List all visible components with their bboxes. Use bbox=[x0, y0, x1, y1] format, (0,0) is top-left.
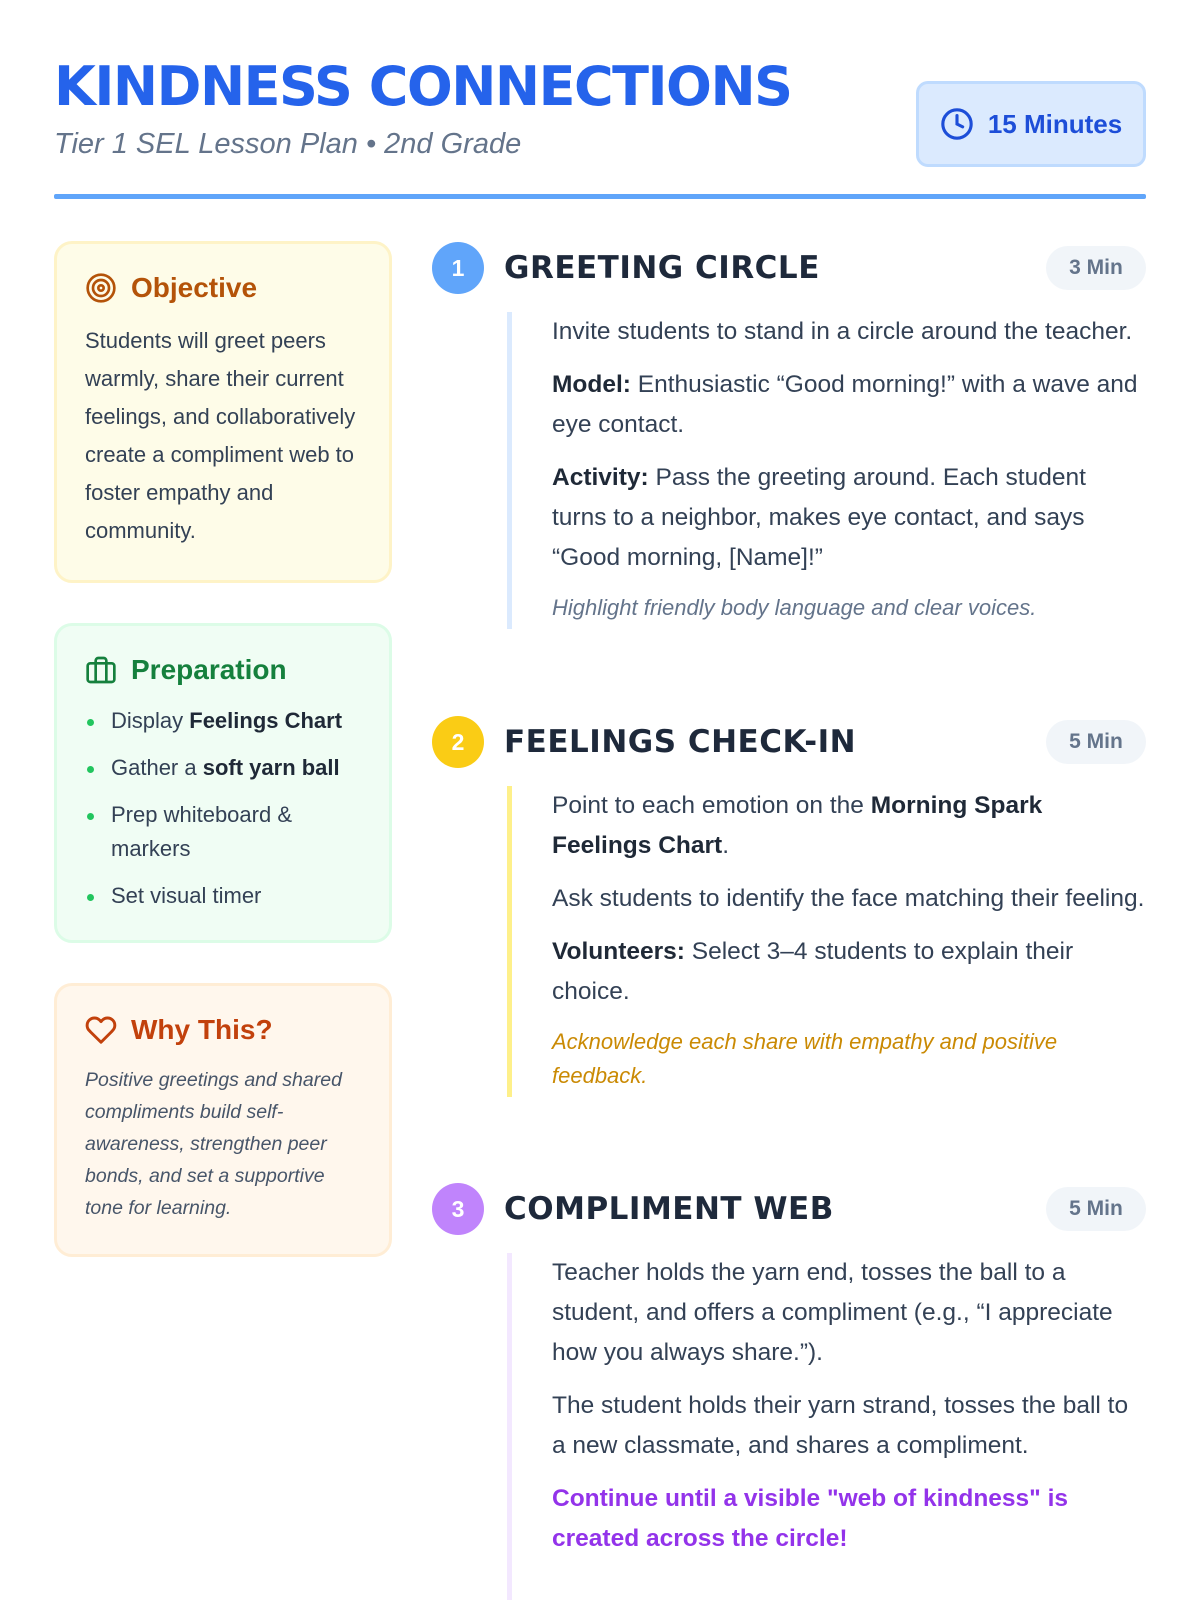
step-compliment-web bbox=[432, 1183, 1146, 1600]
step-duration-badge: 5 Min bbox=[1046, 720, 1146, 764]
objective-text: Students will greet peers warmly, share their current feelings, and collaboratively create a compliment web to foster empathy and community. bbox=[85, 328, 356, 543]
step-note: Acknowledge each share with empathy and positive feedback. bbox=[552, 1029, 1058, 1088]
objective-card bbox=[54, 241, 392, 583]
step-greeting-circle bbox=[432, 242, 1146, 629]
clock-icon bbox=[940, 107, 974, 141]
header-divider bbox=[54, 194, 1146, 199]
step-title: COMPLIMENT WEB bbox=[504, 1191, 834, 1227]
step-duration-badge: 3 Min bbox=[1046, 246, 1146, 290]
step-intro: Invite students to stand in a circle around the teacher. bbox=[552, 318, 1133, 345]
step-volunteers: Volunteers: Select 3–4 students to explain their choice. bbox=[552, 938, 1074, 1005]
why-heading bbox=[85, 1014, 361, 1046]
list-item: Set visual timer bbox=[85, 879, 361, 913]
duration-badge bbox=[916, 81, 1146, 167]
duration-label: 15 Minutes bbox=[987, 108, 1123, 139]
briefcase-icon bbox=[85, 654, 117, 686]
objective-title: Objective bbox=[131, 272, 258, 303]
step-title: FEELINGS CHECK-IN bbox=[504, 724, 857, 760]
why-title: Why This? bbox=[131, 1014, 273, 1045]
step-header bbox=[432, 716, 1146, 768]
why-card bbox=[54, 983, 392, 1257]
step-intro: Point to each emotion on the Morning Spark Feelings Chart. bbox=[552, 792, 1043, 859]
step-header bbox=[432, 242, 1146, 294]
step-note: Highlight friendly body language and clear voices. bbox=[552, 595, 1037, 620]
step-ask: Ask students to identify the face matching their feeling. bbox=[552, 885, 1145, 912]
list-item: Gather a soft yarn ball bbox=[85, 751, 361, 785]
heart-icon bbox=[85, 1014, 117, 1046]
page-title: KINDNESS CONNECTIONS bbox=[54, 55, 792, 118]
objective-heading bbox=[85, 272, 361, 304]
step-header bbox=[432, 1183, 1146, 1235]
list-item: Display Feelings Chart bbox=[85, 704, 361, 738]
step-activity: Activity: Pass the greeting around. Each student turns to a neighbor, makes eye contact, and says “Good morning, [Name]!” bbox=[552, 464, 1086, 571]
step-body bbox=[507, 786, 1146, 1097]
step-feelings-check-in bbox=[432, 716, 1146, 1097]
step-body bbox=[507, 1253, 1146, 1600]
step-paragraph: The student holds their yarn strand, tosses the ball to a new classmate, and shares a compliment. bbox=[552, 1392, 1129, 1459]
list-item: Prep whiteboard & markers bbox=[85, 798, 361, 866]
page-subtitle: Tier 1 SEL Lesson Plan • 2nd Grade bbox=[54, 128, 522, 160]
target-icon bbox=[85, 272, 117, 304]
step-highlight: Continue until a visible "web of kindness" is created across the circle! bbox=[552, 1485, 1069, 1552]
step-model: Model: Enthusiastic “Good morning!” with a wave and eye contact. bbox=[552, 371, 1138, 438]
step-body bbox=[507, 312, 1146, 629]
step-number: 1 bbox=[432, 242, 484, 294]
step-title: GREETING CIRCLE bbox=[504, 250, 820, 286]
preparation-list bbox=[85, 704, 361, 913]
page-header bbox=[54, 52, 1146, 202]
step-number: 3 bbox=[432, 1183, 484, 1235]
preparation-card bbox=[54, 623, 392, 943]
preparation-heading bbox=[85, 654, 361, 686]
step-number: 2 bbox=[432, 716, 484, 768]
preparation-title: Preparation bbox=[131, 654, 287, 685]
step-duration-badge: 5 Min bbox=[1046, 1187, 1146, 1231]
step-paragraph: Teacher holds the yarn end, tosses the ball to a student, and offers a compliment (e.g., “I appreciate how you always share.”). bbox=[552, 1259, 1113, 1366]
why-text: Positive greetings and shared compliments build self-awareness, strengthen peer bonds, and set a supportive tone for learning. bbox=[85, 1069, 342, 1219]
